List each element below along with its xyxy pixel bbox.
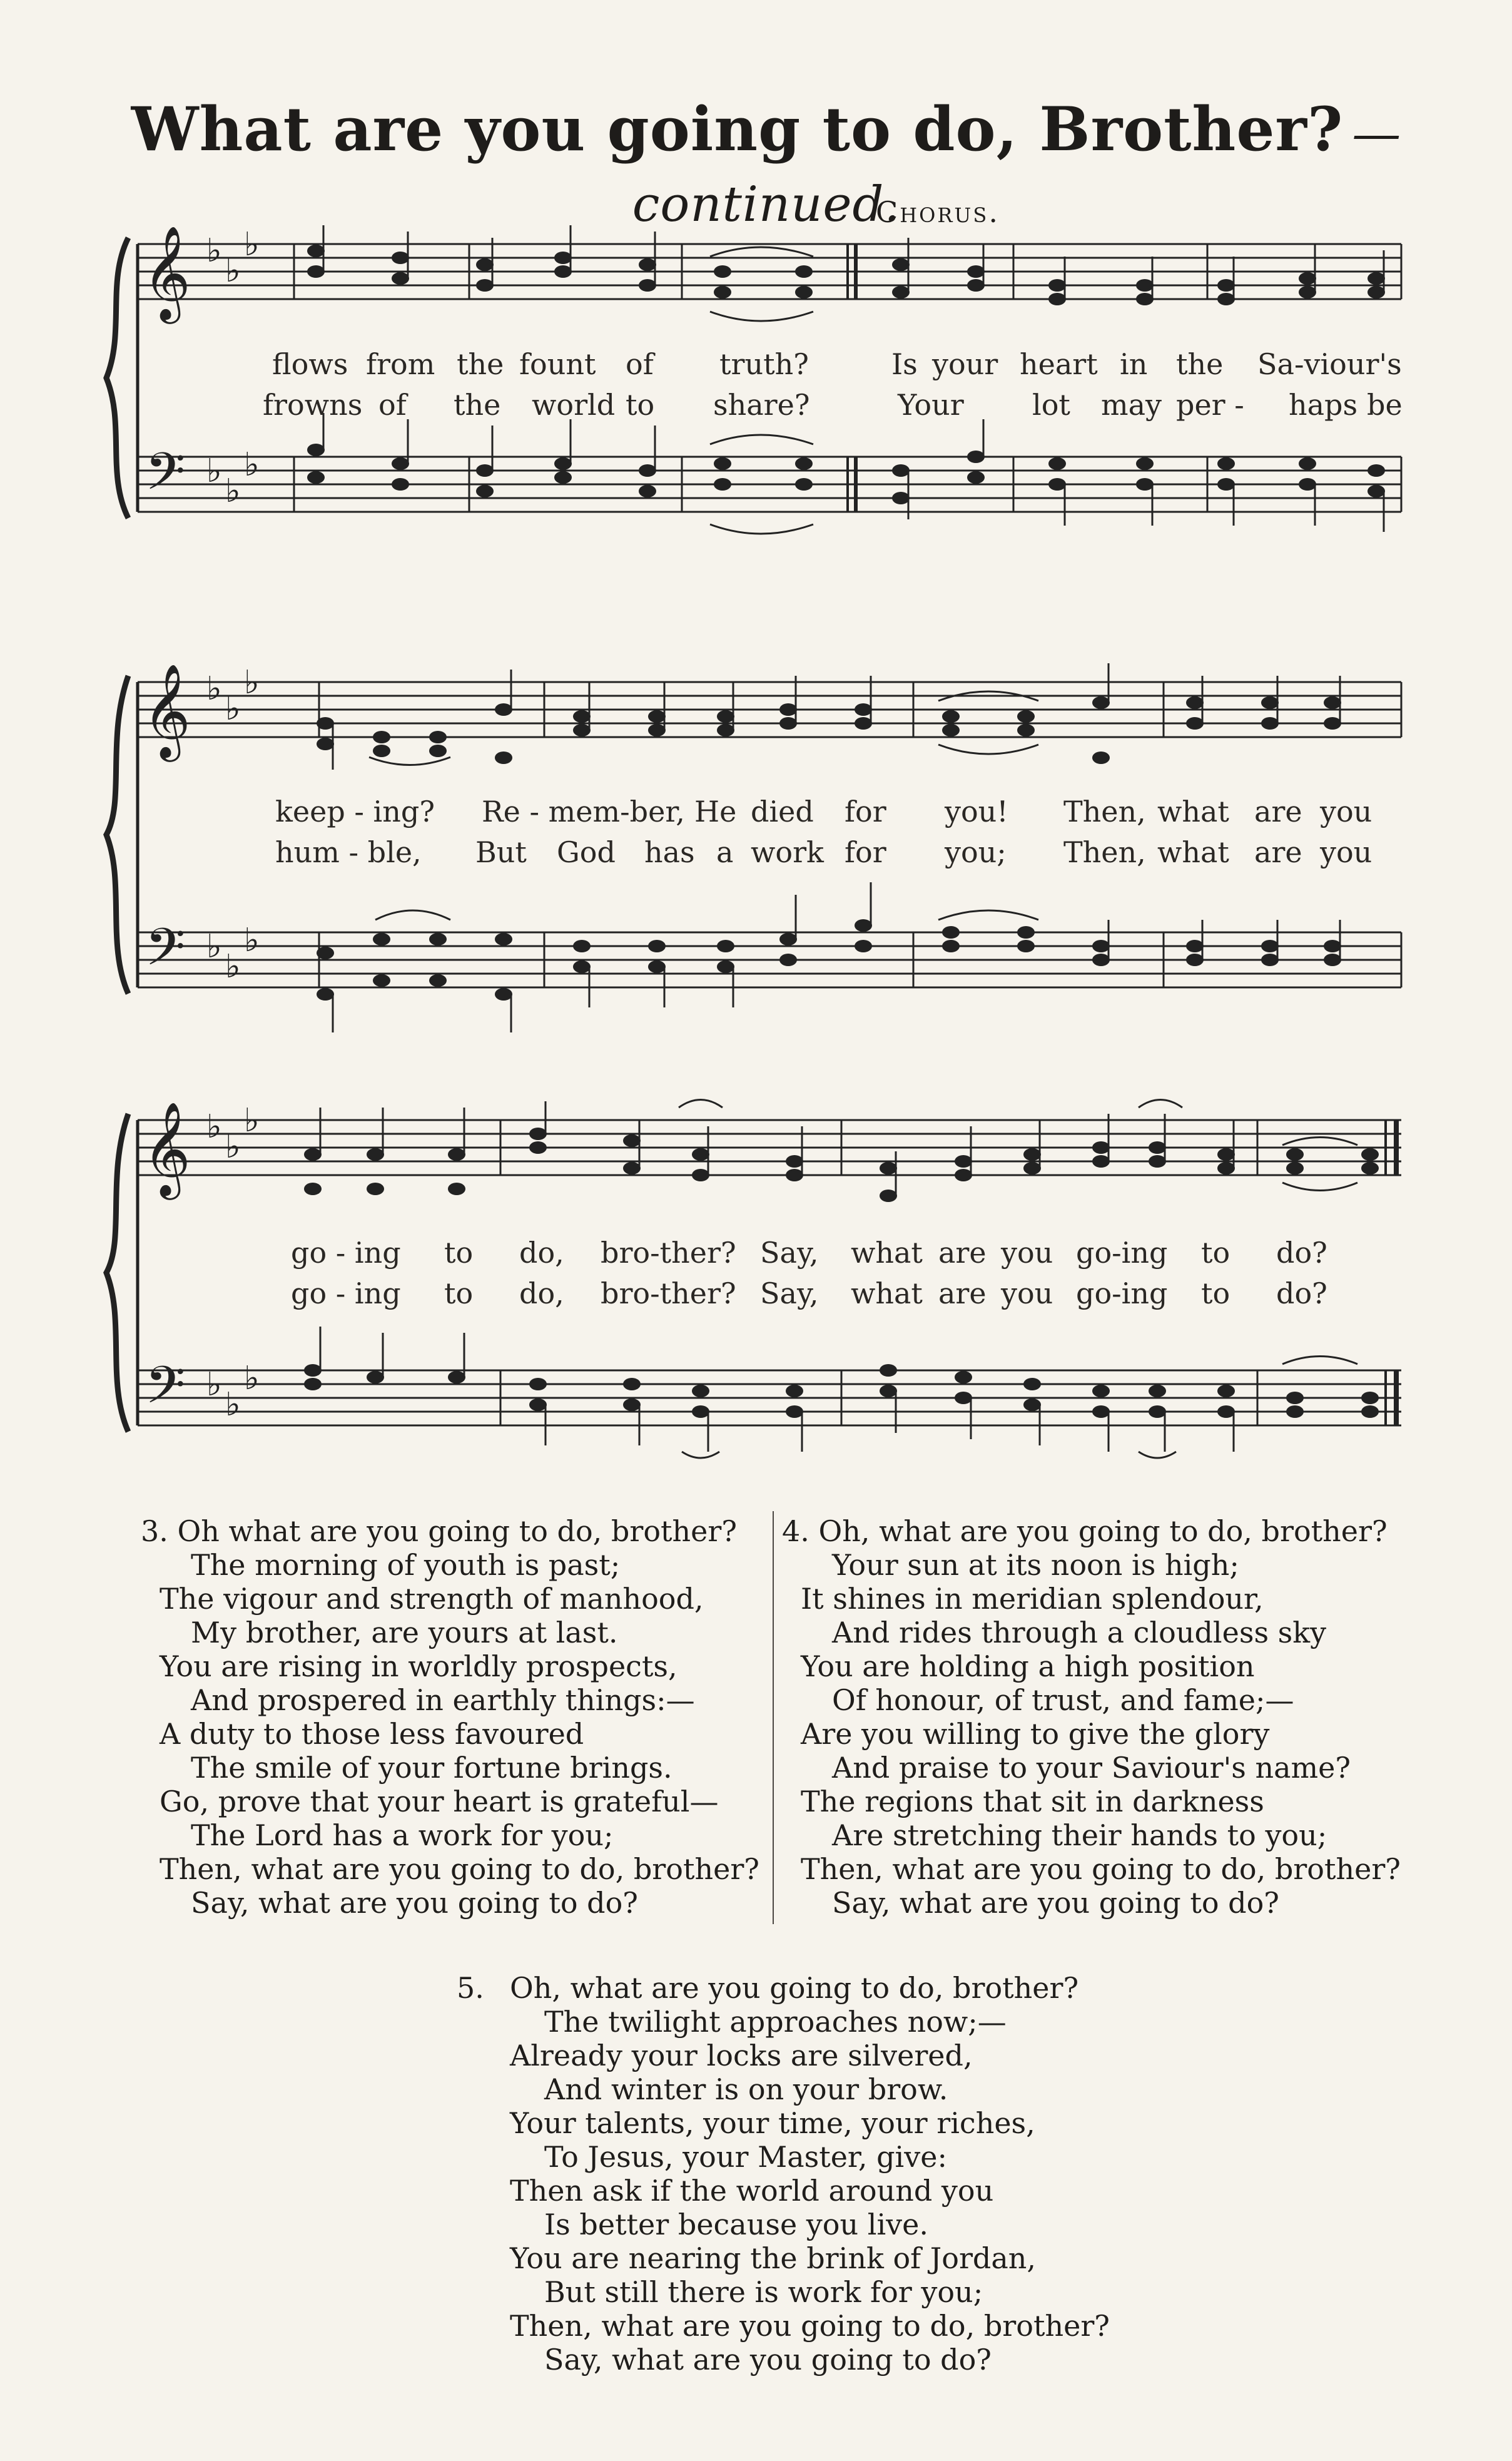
lyric-word: frowns: [263, 388, 363, 422]
lyric-word: from: [366, 347, 435, 381]
lyric-word: share?: [713, 388, 810, 422]
svg-text:♭: ♭: [206, 1366, 222, 1404]
verse-3: [141, 1514, 766, 1920]
chorus-label: Chorus.: [876, 195, 1000, 229]
lyrics-verse2-system-2: [0, 835, 1512, 873]
verse-line: Go, prove that your heart is grateful—: [160, 1785, 719, 1818]
title-continued: —continued.: [632, 106, 1402, 233]
svg-text:♭: ♭: [225, 690, 241, 728]
verse-line: Are you willing to give the glory: [801, 1717, 1270, 1751]
verse-line: And rides through a cloudless sky: [832, 1616, 1327, 1649]
lyric-word: fount: [519, 347, 596, 381]
lyric-word: the: [454, 388, 501, 422]
svg-text:♭: ♭: [244, 664, 260, 701]
verse-line: You are holding a high position: [801, 1649, 1255, 1683]
lyric-word: go-ing: [1076, 1236, 1168, 1270]
svg-text:𝄞: 𝄞: [143, 663, 191, 758]
svg-text:♭: ♭: [225, 252, 241, 290]
lyric-word: are: [1254, 835, 1302, 869]
lyric-word: to: [444, 1276, 474, 1310]
svg-text:𝄢: 𝄢: [145, 1355, 186, 1428]
lyric-word: bro-ther?: [601, 1236, 736, 1270]
verse-line: A duty to those less favoured: [160, 1717, 584, 1751]
svg-text:♭: ♭: [244, 922, 260, 959]
lyric-word: for: [845, 795, 886, 828]
lyric-word: He: [694, 795, 737, 828]
lyric-word: you;: [945, 835, 1007, 869]
lyric-word: haps: [1289, 388, 1358, 422]
verse-line: The morning of youth is past;: [191, 1548, 621, 1582]
lyric-word: are: [1254, 795, 1302, 828]
lyric-word: go-ing: [1076, 1276, 1168, 1310]
lyric-word: world: [532, 388, 616, 422]
verse-line: And winter is on your brow.: [544, 2072, 948, 2106]
lyric-word: Then,: [1063, 795, 1146, 828]
lyric-word: God: [557, 835, 616, 869]
svg-text:𝄢: 𝄢: [145, 441, 186, 514]
lyric-word: to: [1201, 1276, 1230, 1310]
lyric-word: you: [1001, 1236, 1053, 1270]
verse-line: The smile of your fortune brings.: [191, 1751, 672, 1785]
lyric-word: go - ing: [291, 1236, 401, 1270]
verse-line: Already your locks are silvered,: [510, 2039, 973, 2072]
lyric-word: work: [751, 835, 824, 869]
lyrics-verse2-system-3: [0, 1276, 1512, 1314]
lyric-word: Say,: [760, 1236, 819, 1270]
lyric-word: the: [457, 347, 504, 381]
verse-line: To Jesus, your Master, give:: [544, 2140, 947, 2174]
column-divider: [773, 1511, 774, 1924]
verse-line-text: Oh, what are you going to do, brother?: [510, 1971, 1079, 2005]
svg-text:♭: ♭: [225, 1128, 241, 1166]
lyric-word: lot: [1032, 388, 1070, 422]
lyric-word: do?: [1276, 1276, 1327, 1310]
verse-line: Then, what are you going to do, brother?: [160, 1852, 759, 1886]
lyric-word: to: [1201, 1236, 1230, 1270]
lyric-word: keep - ing?: [275, 795, 435, 828]
svg-text:𝄢: 𝄢: [145, 917, 186, 990]
lyric-word: truth?: [719, 347, 809, 381]
lyric-word: Your: [898, 388, 964, 422]
verse-line: Say, what are you going to do?: [544, 2343, 992, 2377]
verse-number: 5.: [457, 1971, 484, 2005]
lyric-word: your: [932, 347, 998, 381]
verse-number: 3.: [141, 1514, 168, 1548]
verse-line: You are nearing the brink of Jordan,: [510, 2241, 1037, 2275]
verse-line: Is better because you live.: [544, 2208, 928, 2241]
lyric-word: to: [626, 388, 655, 422]
lyric-word: you: [1320, 835, 1372, 869]
verse-line: Then, what are you going to do, brother?: [801, 1852, 1401, 1886]
lyric-word: do?: [1276, 1236, 1327, 1270]
lyric-word: what: [851, 1276, 923, 1310]
lyric-word: bro-ther?: [601, 1276, 736, 1310]
svg-text:♭: ♭: [244, 1102, 260, 1139]
lyric-word: Is: [891, 347, 918, 381]
lyric-word: Say,: [760, 1276, 819, 1310]
svg-text:𝄞: 𝄞: [143, 1101, 191, 1196]
lyric-word: go - ing: [291, 1276, 401, 1310]
verse-line: My brother, are yours at last.: [191, 1616, 618, 1649]
verse-line: The vigour and strength of manhood,: [160, 1582, 704, 1616]
lyric-word: be: [1367, 388, 1403, 422]
verse-line: You are rising in worldly prospects,: [160, 1649, 677, 1683]
verse-line-text: Oh what are you going to do, brother?: [177, 1514, 738, 1548]
verse-line: And praise to your Saviour's name?: [832, 1751, 1351, 1785]
verse-line: [457, 1971, 1270, 2005]
verse-line: [782, 1514, 1408, 1548]
lyric-word: of: [378, 388, 407, 422]
lyric-word: for: [845, 835, 886, 869]
verse-4: [782, 1514, 1408, 1920]
lyric-word: Then,: [1063, 835, 1146, 869]
lyric-word: per -: [1176, 388, 1244, 422]
lyric-word: are: [938, 1236, 987, 1270]
verse-line: Then ask if the world around you: [510, 2174, 994, 2208]
lyric-word: has: [644, 835, 695, 869]
svg-text:♭: ♭: [206, 928, 222, 966]
svg-text:♭: ♭: [244, 226, 260, 263]
lyrics-verse2-system-1: [0, 388, 1512, 425]
lyric-word: are: [938, 1276, 987, 1310]
lyric-word: to: [444, 1236, 474, 1270]
svg-text:♭: ♭: [225, 472, 241, 510]
verse-line: It shines in meridian splendour,: [801, 1582, 1264, 1616]
verse-line: Of honour, of trust, and fame;—: [832, 1683, 1294, 1717]
svg-text:♭: ♭: [244, 446, 260, 484]
svg-text:♭: ♭: [225, 948, 241, 986]
lyric-word: Sa-viour's: [1257, 347, 1402, 381]
verse-line: But still there is work for you;: [544, 2275, 983, 2309]
verse-line: Your talents, your time, your riches,: [510, 2106, 1035, 2140]
verse-line: Your sun at its noon is high;: [832, 1548, 1239, 1582]
lyric-word: died: [751, 795, 814, 828]
lyric-word: what: [851, 1236, 923, 1270]
verse-number: 4.: [782, 1514, 809, 1548]
lyric-word: do,: [519, 1236, 564, 1270]
lyric-word: you: [1320, 795, 1372, 828]
lyrics-verse1-system-1: [0, 347, 1512, 385]
lyric-word: flows: [272, 347, 348, 381]
verse-line: [141, 1514, 766, 1548]
music-system-2: [0, 645, 1512, 1032]
verse-line-text: Oh, what are you going to do, brother?: [818, 1514, 1388, 1548]
lyric-word: in: [1120, 347, 1148, 381]
music-system-1: [0, 206, 1512, 557]
lyric-word: of: [626, 347, 654, 381]
svg-text:♭: ♭: [244, 1360, 260, 1397]
lyric-word: what: [1157, 835, 1229, 869]
lyrics-verse1-system-3: [0, 1236, 1512, 1273]
verse-line: Are stretching their hands to you;: [832, 1818, 1327, 1852]
lyric-word: Re - mem-ber,: [482, 795, 685, 828]
title-main: What are you going to do, Brother?: [131, 94, 1344, 165]
svg-text:♭: ♭: [225, 1386, 241, 1424]
lyric-word: do,: [519, 1276, 564, 1310]
lyric-word: may: [1101, 388, 1162, 422]
lyric-word: heart: [1020, 347, 1098, 381]
lyric-word: the: [1176, 347, 1224, 381]
svg-text:♭: ♭: [206, 670, 222, 708]
verse-5: [457, 1971, 1270, 2377]
svg-text:♭: ♭: [206, 232, 222, 270]
verse-line: The Lord has a work for you;: [191, 1818, 614, 1852]
verse-line: The regions that sit in darkness: [801, 1785, 1264, 1818]
lyric-word: hum - ble,: [275, 835, 422, 869]
verse-line: Say, what are you going to do?: [191, 1886, 638, 1920]
verse-line: Then, what are you going to do, brother?: [510, 2309, 1110, 2343]
lyric-word: a: [716, 835, 734, 869]
verse-line: The twilight approaches now;—: [544, 2005, 1007, 2039]
lyric-word: you!: [945, 795, 1008, 828]
svg-text:♭: ♭: [206, 452, 222, 490]
verse-line: And prospered in earthly things:—: [191, 1683, 695, 1717]
verse-line: Say, what are you going to do?: [832, 1886, 1279, 1920]
svg-text:♭: ♭: [206, 1108, 222, 1146]
music-system-3: [0, 1095, 1512, 1483]
lyrics-verse1-system-2: [0, 795, 1512, 832]
svg-text:𝄞: 𝄞: [143, 225, 191, 320]
lyric-word: what: [1157, 795, 1229, 828]
lyric-word: you: [1001, 1276, 1053, 1310]
lyric-word: But: [475, 835, 527, 869]
